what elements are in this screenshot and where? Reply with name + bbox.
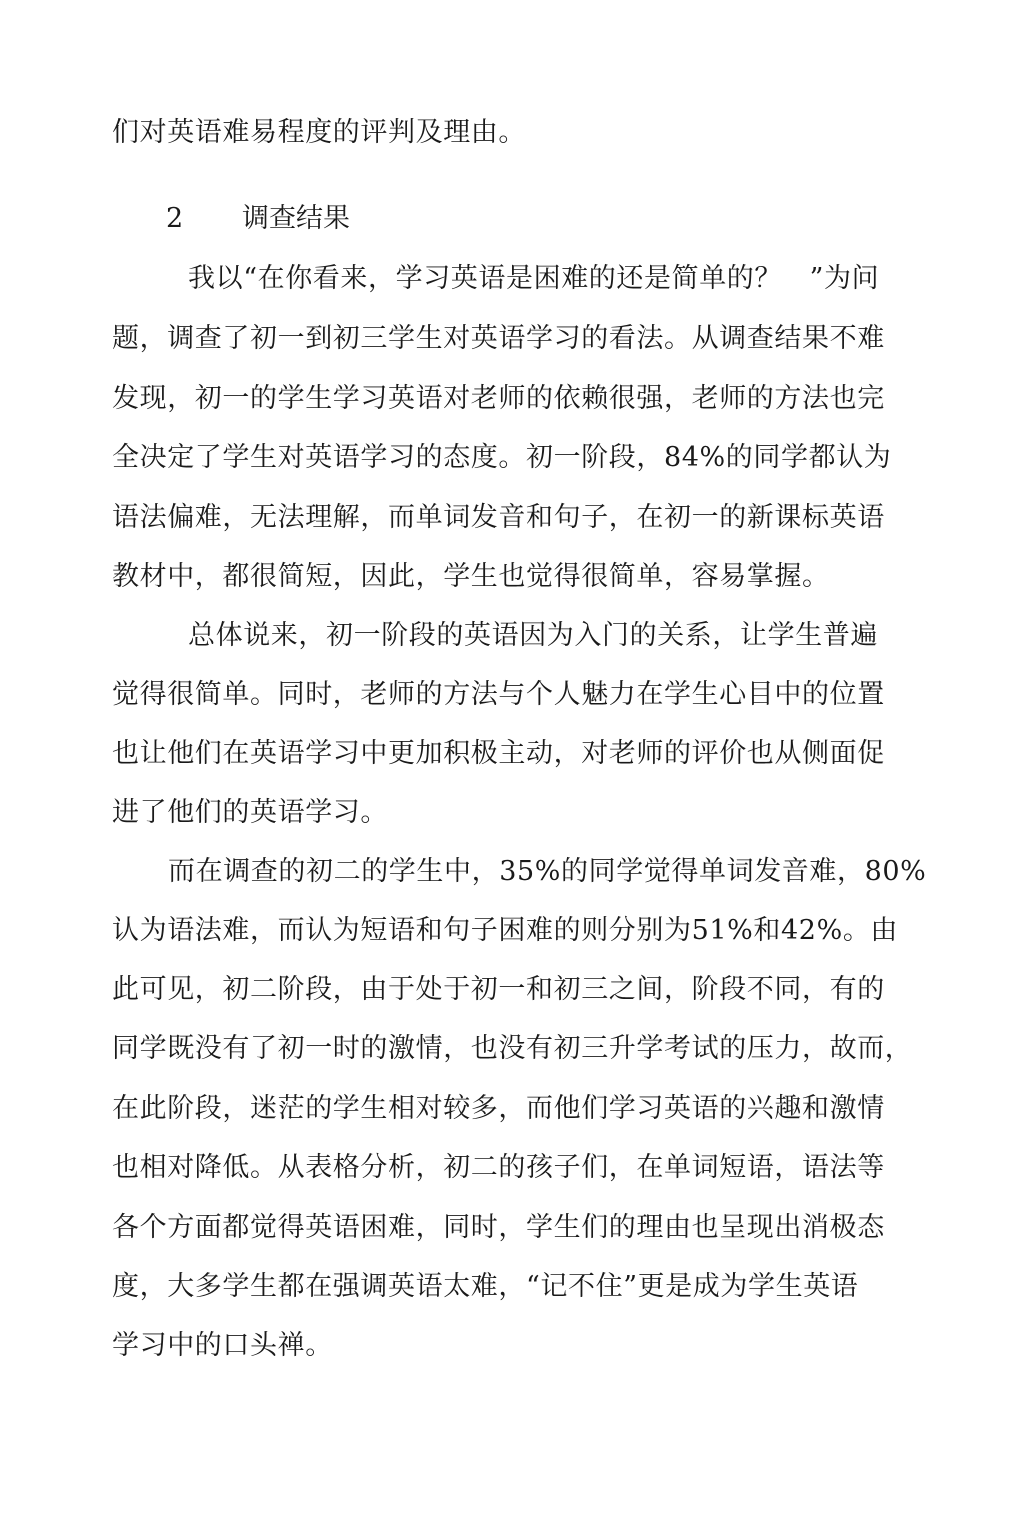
paragraph-1-line-5: 语法偏难，无法理解，而单词发音和句子，在初一的新课标英语 bbox=[112, 502, 885, 533]
paragraph-3-line-1: 而在调查的初二的学生中，35%的同学觉得单词发音难，80% bbox=[168, 856, 927, 887]
paragraph-3-line-5: 在此阶段，迷茫的学生相对较多，而他们学习英语的兴趣和激情 bbox=[112, 1093, 885, 1124]
paragraph-3-line-6: 也相对降低。从表格分析，初二的孩子们，在单词短语，语法等 bbox=[112, 1152, 885, 1183]
paragraph-1-line-1: 我以“在你看来，学习英语是困难的还是简单的？ ”为问 bbox=[188, 263, 880, 294]
paragraph-3-line-8: 度，大多学生都在强调英语太难，“记不住”更是成为学生英语 bbox=[112, 1271, 859, 1302]
paragraph-3-line-2: 认为语法难，而认为短语和句子困难的则分别为51%和42%。由 bbox=[112, 915, 899, 946]
paragraph-1-line-4: 全决定了学生对英语学习的态度。初一阶段，84%的同学都认为 bbox=[112, 442, 892, 473]
paragraph-1-line-3: 发现，初一的学生学习英语对老师的依赖很强，老师的方法也完 bbox=[112, 383, 885, 414]
paragraph-3-line-4: 同学既没有了初一时的激情，也没有初三升学考试的压力，故而， bbox=[112, 1033, 913, 1064]
intro-tail-line: 们对英语难易程度的评判及理由。 bbox=[112, 117, 526, 148]
paragraph-3-line-9: 学习中的口头禅。 bbox=[112, 1330, 333, 1361]
section-number: 2 bbox=[166, 203, 184, 234]
paragraph-3-line-3: 此可见，初二阶段，由于处于初一和初三之间，阶段不同，有的 bbox=[112, 974, 885, 1005]
paragraph-3-line-7: 各个方面都觉得英语困难，同时，学生们的理由也呈现出消极态 bbox=[112, 1212, 885, 1243]
paragraph-1-line-6: 教材中，都很简短，因此，学生也觉得很简单，容易掌握。 bbox=[112, 561, 830, 592]
paragraph-2-line-2: 觉得很简单。同时，老师的方法与个人魅力在学生心目中的位置 bbox=[112, 679, 885, 710]
section-title: 调查结果 bbox=[242, 203, 350, 234]
paragraph-2-line-1: 总体说来，初一阶段的英语因为入门的关系，让学生普遍 bbox=[188, 620, 878, 651]
paragraph-2-line-4: 进了他们的英语学习。 bbox=[112, 797, 388, 828]
paragraph-2-line-3: 也让他们在英语学习中更加积极主动，对老师的评价也从侧面促 bbox=[112, 738, 885, 769]
paragraph-1-line-2: 题，调查了初一到初三学生对英语学习的看法。从调查结果不难 bbox=[112, 323, 885, 354]
